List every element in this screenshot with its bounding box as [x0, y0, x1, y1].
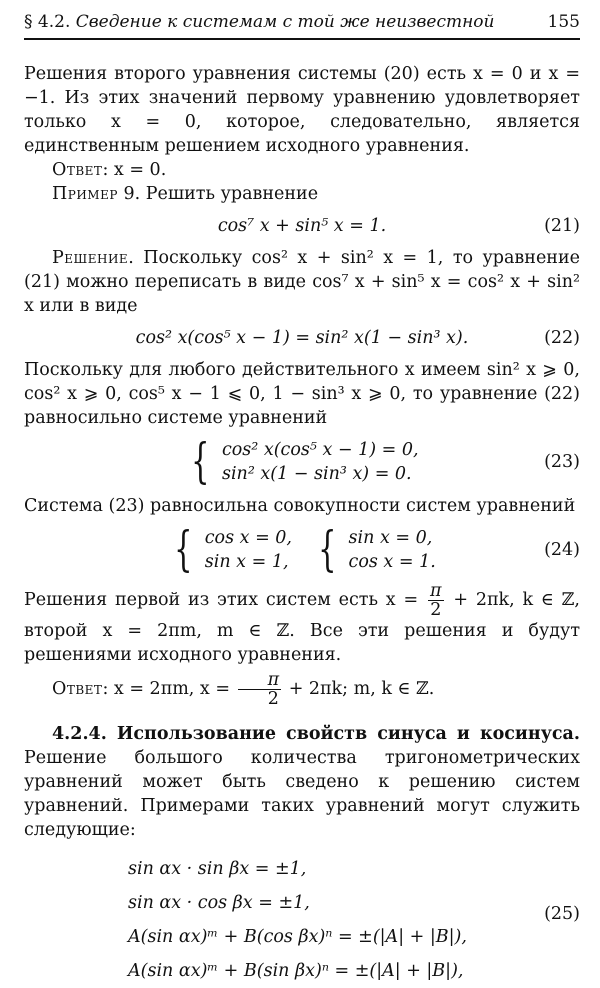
system-23-row-2: sin² x(1 − sin³ x) = 0.	[221, 464, 412, 484]
equation-25-row-1: sin αx · sin βx = ±1,	[128, 859, 307, 879]
equation-25-number: (25)	[544, 904, 580, 924]
fraction-numerator: π	[430, 581, 442, 601]
answer-text: : x = 0.	[102, 160, 167, 180]
example-9	[24, 182, 580, 206]
equation-22-number: (22)	[544, 328, 580, 348]
left-brace-icon: {	[318, 521, 337, 577]
equation-25-row-3: A(sin αx)ᵐ + B(cos βx)ⁿ = ±(|A| + |B|),	[128, 927, 467, 947]
system-24a-row-1: cos x = 0,	[204, 528, 292, 548]
left-brace-icon: {	[191, 433, 210, 489]
section-heading: 4.2.4. Использование свойств синуса и косинуса.	[52, 724, 580, 744]
system-24b-row-2: cos x = 1.	[348, 552, 436, 572]
running-header	[24, 10, 580, 40]
fraction-pi-over-2	[238, 671, 282, 708]
system-24-b	[312, 521, 436, 577]
system-23-row-1: cos² x(cos⁵ x − 1) = 0,	[221, 440, 419, 460]
left-brace-icon: {	[174, 521, 193, 577]
system-24a-row-2: sin x = 1,	[204, 552, 289, 572]
answer-1	[24, 158, 580, 182]
equation-25-row-4: A(sin αx)ᵐ + B(sin βx)ⁿ = ±(|A| + |B|),	[128, 961, 464, 981]
equation-24-number: (24)	[544, 540, 580, 560]
answer-2	[24, 671, 580, 708]
paragraph-4-part-a: Решения первой из этих систем есть x =	[24, 590, 419, 610]
solution-paragraph	[24, 246, 580, 318]
answer-2-part-a: : x = 2πm, x =	[102, 679, 231, 699]
solution-label: Решение	[52, 248, 129, 268]
solution-text: . Поскольку cos² x + sin² x = 1, то уравнение (21) можно переписать в виде cos⁷ x + sin⁵ x = cos² x + sin² x или в виде	[24, 248, 580, 316]
example-text: 9. Решить уравнение	[117, 184, 319, 204]
answer-2-label: Ответ	[52, 679, 103, 699]
section-mark: § 4.2.	[24, 12, 71, 32]
paragraph-2: Поскольку для любого действительного x имеем sin² x ⩾ 0, cos² x ⩾ 0, cos⁵ x − 1 ⩽ 0, 1 − sin³ x ⩾ 0, то уравнение (22) равносильно системе уравнений	[24, 360, 580, 428]
fraction-denominator: 2	[430, 600, 442, 620]
fraction-numerator: π	[238, 671, 282, 690]
paragraph-4	[24, 582, 580, 667]
page	[24, 10, 580, 988]
system-24-a	[168, 521, 292, 577]
example-label: Пример	[52, 184, 118, 204]
header-title-group	[24, 10, 495, 34]
page-number: 155	[547, 12, 580, 32]
equation-21	[24, 214, 580, 238]
header-title: Сведение к системам с той же неизвестной	[75, 12, 495, 32]
fraction-denominator: 2	[267, 689, 279, 709]
paragraph-1: Решения второго уравнения системы (20) есть x = 0 и x = −1. Из этих значений первому уравнению удовлетворяет только x = 0, которое, следовательно, является единственным решением исходного уравнения.	[24, 64, 580, 156]
equation-22-body: cos² x(cos⁵ x − 1) = sin² x(1 − sin³ x).	[135, 328, 469, 348]
section-4-2-4	[24, 722, 580, 842]
equation-25-row-2: sin αx · cos βx = ±1,	[128, 893, 310, 913]
system-23	[185, 433, 419, 489]
section-text: Решение большого количества тригонометрических уравнений может быть сведено к решению систем уравнений. Примерами таких уравнений могут служить следующие:	[24, 748, 580, 840]
equation-23	[24, 433, 580, 489]
paragraph-4-part-b: + 2πk, k ∈ ℤ, второй x = 2πm, m ∈ ℤ. Все эти решения и будут решениями исходного уравнения.	[24, 590, 580, 665]
fraction-pi-over-2	[428, 582, 444, 619]
equation-21-body: cos⁷ x + sin⁵ x = 1.	[217, 216, 387, 236]
answer-label: Ответ	[52, 160, 103, 180]
equation-22	[24, 326, 580, 350]
system-24b-row-1: sin x = 0,	[348, 528, 433, 548]
equation-21-number: (21)	[544, 216, 580, 236]
equation-25	[128, 852, 580, 988]
answer-2-part-b: + 2πk; m, k ∈ ℤ.	[288, 679, 435, 699]
paragraph-3: Система (23) равносильна совокупности систем уравнений	[24, 496, 576, 516]
equation-24	[24, 521, 580, 577]
equation-23-number: (23)	[544, 452, 580, 472]
